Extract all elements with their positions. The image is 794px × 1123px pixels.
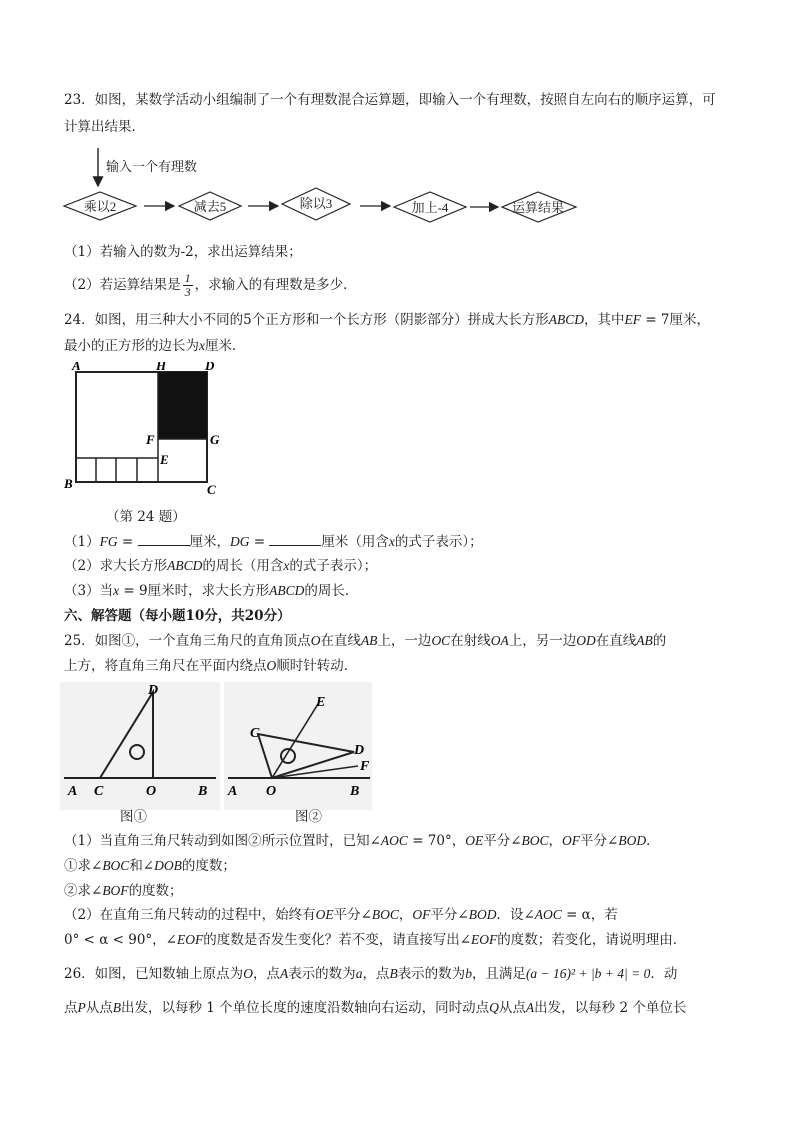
fig2-label-E: E: [316, 695, 326, 710]
fig1-label-A: A: [68, 784, 78, 799]
label-A: A: [72, 362, 81, 373]
fig1-label-O: O: [146, 784, 157, 799]
fig1-label-B: B: [198, 784, 208, 799]
q25-sub1: ①求∠BOC和∠DOB的度数；: [64, 858, 236, 874]
step-label-3: 除以3: [299, 196, 333, 211]
q25-part2-line2: 0° < α < 90°，∠EOF的度数是否发生变化？若不变，请直接写出∠EOF的度数；若变化，请说明理由．: [64, 932, 687, 948]
fig2-label-O: O: [266, 784, 277, 799]
q23-part1: （1）若输入的数为-2，求出运算结果；: [64, 244, 302, 260]
label-C: C: [207, 482, 216, 497]
step-label-2: 减去5: [193, 199, 227, 214]
fig1-label-C: C: [94, 784, 104, 799]
label-E: E: [160, 452, 169, 467]
fig1-caption: 图①: [120, 809, 147, 825]
q23-stem-line1: 23．如图，某数学活动小组编制了一个有理数混合运算题，即输入一个有理数，按照自左向右的顺序运算，可: [64, 92, 716, 108]
q24-part2: （2）求大长方形ABCD的周长（用含x的式子表示）；: [64, 558, 378, 574]
fig2-label-D: D: [354, 743, 365, 758]
q25-figure-1: [60, 682, 220, 810]
q25-part2-line1: （2）在直角三角尺转动的过程中，始终有OE平分∠BOC，OF平分∠BOD．设∠AOC = α，若: [64, 907, 618, 923]
fig2-label-C: C: [250, 726, 260, 741]
label-F: F: [146, 432, 155, 447]
q26-line1: 26．如图，已知数轴上原点为O，点A表示的数为a，点B表示的数为b，且满足(a − 16)² + |b + 4| = 0．动: [64, 966, 678, 982]
shaded-rectangle: [158, 372, 207, 439]
q26-line2: 点P从点B出发，以每秒 1 个单位长度的速度沿数轴向右运动，同时动点Q从点A出发，以每秒 2 个单位长: [64, 1000, 687, 1016]
label-D: D: [205, 362, 215, 373]
q24-part1: （1）FG = 厘米，DG = 厘米（用含x的式子表示）；: [64, 534, 483, 550]
q25-stem-line2: 上方，将直角三角尺在平面内绕点O顺时针转动．: [64, 658, 358, 674]
label-B: B: [64, 476, 73, 491]
q24-stem-line1: 24．如图，用三种大小不同的5个正方形和一个长方形（阴影部分）拼成大长方形ABCD，其中EF = 7厘米，: [64, 312, 711, 328]
equation: (a − 16)² + |b + 4| = 0: [525, 966, 651, 981]
q23-part2: （2）若运算结果是 $\frac{1}{3}$ ，求输入的有理数是多少．: [64, 271, 357, 299]
step-label-1: 乘以2: [83, 199, 117, 214]
q25-stem-line1: 25．如图①，一个直角三角尺的直角顶点O在直线AB上，一边OC在射线OA上，另一边OD在直线AB的: [64, 633, 667, 649]
q24-figure: [60, 362, 230, 500]
fig1-label-D: D: [148, 683, 159, 698]
q25-part1: （1）当直角三角尺转动到如图②所示位置时，已知∠AOC = 70°，OE平分∠BOC，OF平分∠BOD．: [64, 833, 660, 849]
fig2-caption: 图②: [295, 809, 322, 825]
section-title: 六、解答题（每小题10分，共20分）: [64, 608, 291, 624]
q23-stem-line2: 计算出结果．: [64, 119, 145, 135]
input-label: 输入一个有理数: [106, 159, 198, 174]
answer-blank-dg[interactable]: [269, 532, 321, 546]
fraction-one-third: $\frac{1}{3}$: [184, 271, 191, 299]
result-label: 运算结果: [511, 200, 565, 215]
step-label-4: 加上-4: [411, 200, 449, 215]
answer-blank-fg[interactable]: [138, 532, 190, 546]
q25-figure-2: [224, 682, 372, 810]
q24-caption: （第 24 题）: [106, 509, 186, 525]
label-G: G: [210, 432, 220, 447]
fig2-label-F: F: [360, 759, 370, 774]
q25-sub2: ②求∠BOF的度数；: [64, 883, 183, 899]
fig2-label-A: A: [228, 784, 238, 799]
q24-part3: （3）当x = 9厘米时，求大长方形ABCD的周长．: [64, 583, 359, 599]
q24-stem-line2: 最小的正方形的边长为x厘米．: [64, 338, 246, 354]
q23-flowchart: [60, 144, 600, 234]
fig2-label-B: B: [350, 784, 360, 799]
label-H: H: [156, 362, 167, 373]
